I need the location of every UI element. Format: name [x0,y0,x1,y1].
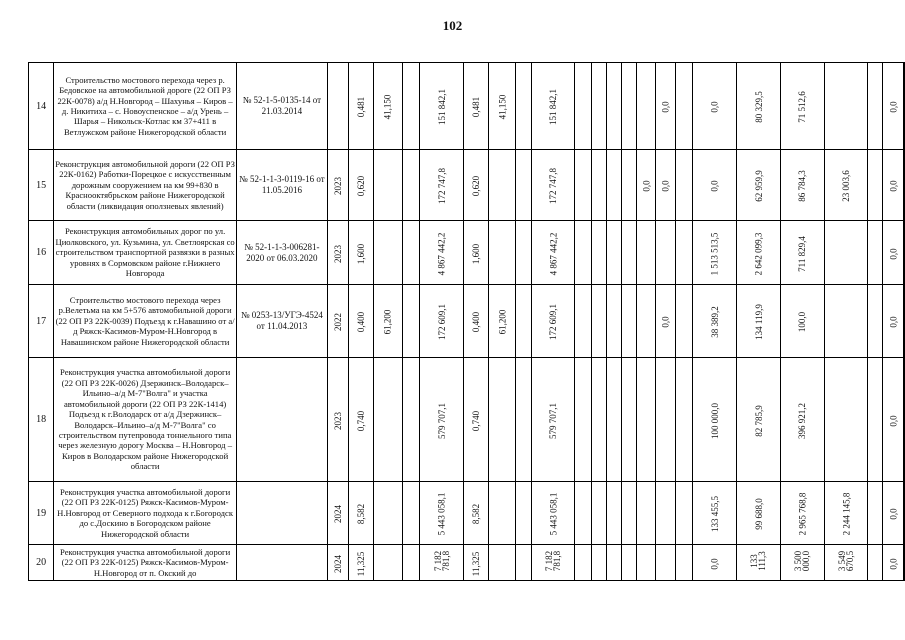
value-cell [402,285,420,358]
value-text: 396 921,2 [797,402,808,439]
value-cell [607,285,622,358]
value-text: 3 500 000,0 [793,550,812,571]
object-register-table [28,62,905,581]
value-cell [824,482,868,545]
value-cell [780,545,824,581]
value-cell [637,358,656,482]
value-text: 0,0 [888,180,899,192]
value-cell [656,221,675,285]
empty-cell [904,545,905,581]
value-cell [489,285,516,358]
value-text: 134 119,9 [753,304,764,340]
value-text: 2 965 768,8 [797,492,808,536]
value-cell [675,285,693,358]
value-text: 151 842,1 [548,89,559,125]
expertise-document: № 0253-13/УГЭ-4524 от 11.04.2013 [237,285,328,358]
value-cell [780,150,824,221]
value-text: 100 000,0 [709,402,720,439]
value-cell [327,63,348,150]
expertise-document: № 52-1-5-0135-14 от 21.03.2014 [237,63,328,150]
value-cell [607,545,622,581]
value-cell [575,482,591,545]
value-cell [464,545,489,581]
value-cell [824,221,868,285]
value-cell [402,221,420,285]
value-text: 2 642 099,3 [753,232,764,275]
expertise-document [237,482,328,545]
value-text: 7 182 781,8 [544,550,563,571]
value-cell [868,150,883,221]
value-text: 2024 [332,505,343,523]
value-cell [489,482,516,545]
value-cell [591,545,606,581]
value-text: 0,481 [471,96,482,118]
expertise-document [237,545,328,581]
value-text: 82 785,9 [753,404,764,437]
value-text: 2023 [332,411,343,430]
value-cell [420,482,464,545]
value-text: 133 455,5 [709,496,720,532]
value-cell [464,150,489,221]
value-cell [515,150,531,221]
value-text: 0,0 [660,180,671,192]
value-text: 8,582 [355,503,366,525]
value-cell [489,221,516,285]
value-cell [374,63,402,150]
row-number: 20 [29,545,54,581]
value-cell [656,358,675,482]
value-cell [780,63,824,150]
value-cell [374,150,402,221]
value-cell [374,482,402,545]
value-text: 172 609,1 [548,304,559,340]
value-cell [531,150,575,221]
value-cell [420,358,464,482]
value-cell [868,482,883,545]
table-row [29,63,905,150]
value-cell [693,150,737,221]
value-text: 0,0 [709,101,720,113]
value-text: 2023 [332,244,343,263]
value-text: 11,325 [355,551,366,576]
value-cell [737,221,781,285]
value-cell [531,221,575,285]
expertise-document: № 52-1-1-3-006281-2020 от 06.03.2020 [237,221,328,285]
value-cell [591,63,606,150]
value-text: 0,481 [355,96,366,118]
table-row [29,150,905,221]
empty-cell [904,358,905,482]
value-cell [656,482,675,545]
expertise-document [237,358,328,482]
value-cell [327,221,348,285]
value-cell [824,63,868,150]
row-number: 14 [29,63,54,150]
value-cell [868,63,883,150]
value-cell [489,358,516,482]
value-cell [464,482,489,545]
value-cell [622,358,637,482]
value-text: 0,400 [355,311,366,333]
value-cell [637,545,656,581]
value-text: 1 513 513,5 [709,232,720,275]
value-cell [591,221,606,285]
value-cell [637,221,656,285]
value-text: 0,620 [471,175,482,197]
value-text: 61,200 [497,309,508,335]
object-name: Строительство мостового перехода через р.Велетьма на км 5+576 автомобильной дороги (22 ОП РЗ 22К-0039) Подъезд к г.Навашино от а/д Ряжск-Касимов-Муром-Н.Новгород в Навашинском районе Нижегородской области [54,285,237,358]
value-cell [420,150,464,221]
value-cell [693,545,737,581]
value-cell [591,285,606,358]
value-text: 100,0 [797,311,808,333]
value-cell [348,150,373,221]
value-cell [675,150,693,221]
value-cell [531,285,575,358]
value-cell [868,221,883,285]
value-cell [675,221,693,285]
table-row [29,285,905,358]
row-number: 15 [29,150,54,221]
value-cell [402,482,420,545]
value-cell [464,63,489,150]
value-text: 11,325 [471,551,482,576]
value-cell [420,545,464,581]
value-text: 172 747,8 [548,168,559,204]
value-cell [780,482,824,545]
value-text: 0,0 [888,508,899,520]
value-cell [515,285,531,358]
value-cell [693,221,737,285]
value-text: 4 867 442,2 [548,232,559,275]
table-row [29,545,905,581]
value-text: 1,600 [471,243,482,264]
value-cell [348,221,373,285]
empty-cell [904,482,905,545]
value-text: 2 244 145,8 [840,492,851,536]
value-cell [575,358,591,482]
value-cell [824,285,868,358]
page-number: 102 [442,18,463,33]
value-text: 99 688,0 [753,498,764,530]
value-text: 2023 [332,177,343,195]
value-text: 579 707,1 [548,402,559,439]
value-text: 1,600 [355,243,366,264]
value-cell [591,150,606,221]
value-text: 172 609,1 [436,304,447,340]
value-text: 71 512,6 [797,91,808,123]
empty-cell [904,150,905,221]
value-cell [464,358,489,482]
value-cell [637,63,656,150]
value-text: 4 867 442,2 [436,232,447,275]
value-cell [824,150,868,221]
value-text: 2024 [332,554,343,573]
value-cell [402,545,420,581]
value-cell [591,358,606,482]
value-text: 133 111,3 [749,550,768,571]
value-cell [515,545,531,581]
table-row [29,358,905,482]
value-cell [693,63,737,150]
object-name: Строительство мостового перехода через р. Бедовское на автомобильной дороге (22 ОП РЗ 22К-0078) а/д Н.Новгород – Шахунья – Киров – д. Никитиха – с. Новоуспенское – а/д Урень – Шарья – Никольск-Котлас км 37+411 в Ветлужском районе Нижегородской области [54,63,237,150]
value-text: 3 549 670,5 [836,550,855,571]
value-text: 41,150 [382,94,393,120]
value-cell [693,482,737,545]
value-cell [374,545,402,581]
value-text: 86 784,3 [797,170,808,202]
value-text: 5 443 058,1 [548,492,559,536]
value-cell [622,285,637,358]
value-cell [607,482,622,545]
object-name: Реконструкция автомобильной дороги (22 ОП РЗ 22К-0162) Работки-Порецкое с искусственным дорожным сооружением на км 99+830 в Краснооктябрьском районе Нижегородской области (ликвидация оползневых явлений) [54,150,237,221]
value-cell [622,482,637,545]
object-name: Реконструкция участка автомобильной дороги (22 ОП РЗ 22К-0125) Ряжск-Касимов-Муром-Н.Новгород от Северного подхода к г.Богородск до с.Доскино в Богородском районе Нижегородской области [54,482,237,545]
value-text: 0,0 [641,180,652,192]
value-cell [402,150,420,221]
value-cell [693,285,737,358]
value-cell [402,63,420,150]
value-cell [883,150,904,221]
value-cell [464,285,489,358]
value-text: 80 329,5 [753,91,764,123]
value-cell [515,63,531,150]
value-cell [531,63,575,150]
value-cell [737,358,781,482]
value-text: 0,0 [709,557,720,570]
value-cell [348,358,373,482]
value-cell [883,285,904,358]
value-cell [637,150,656,221]
table-row [29,221,905,285]
value-cell [675,545,693,581]
value-text: 8,582 [471,503,482,525]
value-cell [374,221,402,285]
value-cell [420,63,464,150]
value-cell [737,150,781,221]
value-cell [374,285,402,358]
row-number: 16 [29,221,54,285]
object-name: Реконструкция автомобильных дорог по ул. Циолковского, ул. Кузьмина, ул. Светлоярская со строительством транспортной развязки в разных уровнях в Сормовском районе г.Нижнего Новгорода [54,221,237,285]
row-number: 18 [29,358,54,482]
empty-cell [904,221,905,285]
value-cell [868,358,883,482]
value-cell [622,150,637,221]
value-cell [883,63,904,150]
value-text: 0,400 [471,311,482,333]
value-cell [575,63,591,150]
value-cell [531,482,575,545]
value-text: 0,0 [660,316,671,328]
value-cell [531,545,575,581]
value-text: 0,620 [355,175,366,197]
value-cell [780,358,824,482]
value-cell [883,482,904,545]
value-cell [637,482,656,545]
value-cell [348,545,373,581]
value-text: 5 443 058,1 [436,492,447,536]
value-text: 172 747,8 [436,168,447,204]
value-text: 0,0 [709,180,720,192]
value-cell [656,63,675,150]
value-cell [575,221,591,285]
value-cell [656,150,675,221]
value-cell [489,150,516,221]
table-row [29,482,905,545]
value-cell [656,285,675,358]
value-text: 23 003,6 [840,170,851,202]
value-cell [824,358,868,482]
row-number: 19 [29,482,54,545]
value-cell [515,221,531,285]
value-text: 0,0 [888,101,899,113]
value-cell [575,285,591,358]
value-cell [780,285,824,358]
value-cell [824,545,868,581]
value-cell [327,545,348,581]
value-cell [575,150,591,221]
value-text: 7 182 781,8 [432,550,451,571]
value-cell [607,358,622,482]
empty-cell [904,63,905,150]
value-cell [883,358,904,482]
value-cell [737,545,781,581]
value-text: 0,0 [888,316,899,328]
expertise-document: № 52-1-1-3-0119-16 от 11.05.2016 [237,150,328,221]
value-cell [420,285,464,358]
value-cell [737,482,781,545]
value-cell [575,545,591,581]
value-cell [515,482,531,545]
value-cell [402,358,420,482]
value-cell [622,221,637,285]
value-cell [622,545,637,581]
value-cell [780,221,824,285]
value-cell [622,63,637,150]
value-cell [883,221,904,285]
value-cell [348,285,373,358]
value-cell [515,358,531,482]
value-cell [607,150,622,221]
value-text: 61,200 [382,309,393,335]
value-cell [883,545,904,581]
value-text: 579 707,1 [436,402,447,439]
value-cell [868,285,883,358]
value-cell [489,63,516,150]
value-cell [489,545,516,581]
value-cell [327,150,348,221]
value-text: 0,0 [888,414,899,427]
value-text: 41,150 [497,94,508,120]
value-text: 38 389,2 [709,306,720,338]
value-cell [591,482,606,545]
value-cell [327,482,348,545]
value-cell [348,63,373,150]
value-text: 0,0 [660,101,671,113]
value-text: 0,0 [888,247,899,260]
value-cell [374,358,402,482]
value-cell [637,285,656,358]
value-text: 711 829,4 [797,235,808,272]
value-cell [737,63,781,150]
value-cell [464,221,489,285]
object-name: Реконструкция участка автомобильной дороги (22 ОП РЗ 22К-0125) Ряжск-Касимов-Муром-Н.Новгород от п. Окский до [54,545,237,581]
value-cell [327,285,348,358]
value-text: 151 842,1 [436,89,447,125]
value-text: 0,740 [355,410,366,431]
value-text: 0,0 [888,557,899,570]
value-cell [327,358,348,482]
value-text: 0,740 [471,410,482,431]
value-cell [531,358,575,482]
value-text: 62 959,9 [753,170,764,202]
value-text: 2022 [332,313,343,331]
value-cell [675,63,693,150]
value-cell [656,545,675,581]
value-cell [675,482,693,545]
value-cell [868,545,883,581]
empty-cell [904,285,905,358]
value-cell [693,358,737,482]
value-cell [420,221,464,285]
value-cell [737,285,781,358]
object-name: Реконструкция участка автомобильной дороги (22 ОП РЗ 22К-0026) Дзержинск–Володарск–Ильино–а/д М-7"Волга" и участка автомобильной дороги (22 ОП РЗ 22К-1414) Подъезд к г.Володарск от а/д Дзержинск–Володарск–Ильино–а/д М-7"Волга" со строительством путепровода тоннельного типа через железную дорогу Москва – Н.Новгород – Киров в Володарском районе Нижегородской области [54,358,237,482]
value-cell [675,358,693,482]
row-number: 17 [29,285,54,358]
value-cell [607,221,622,285]
value-cell [607,63,622,150]
value-cell [348,482,373,545]
